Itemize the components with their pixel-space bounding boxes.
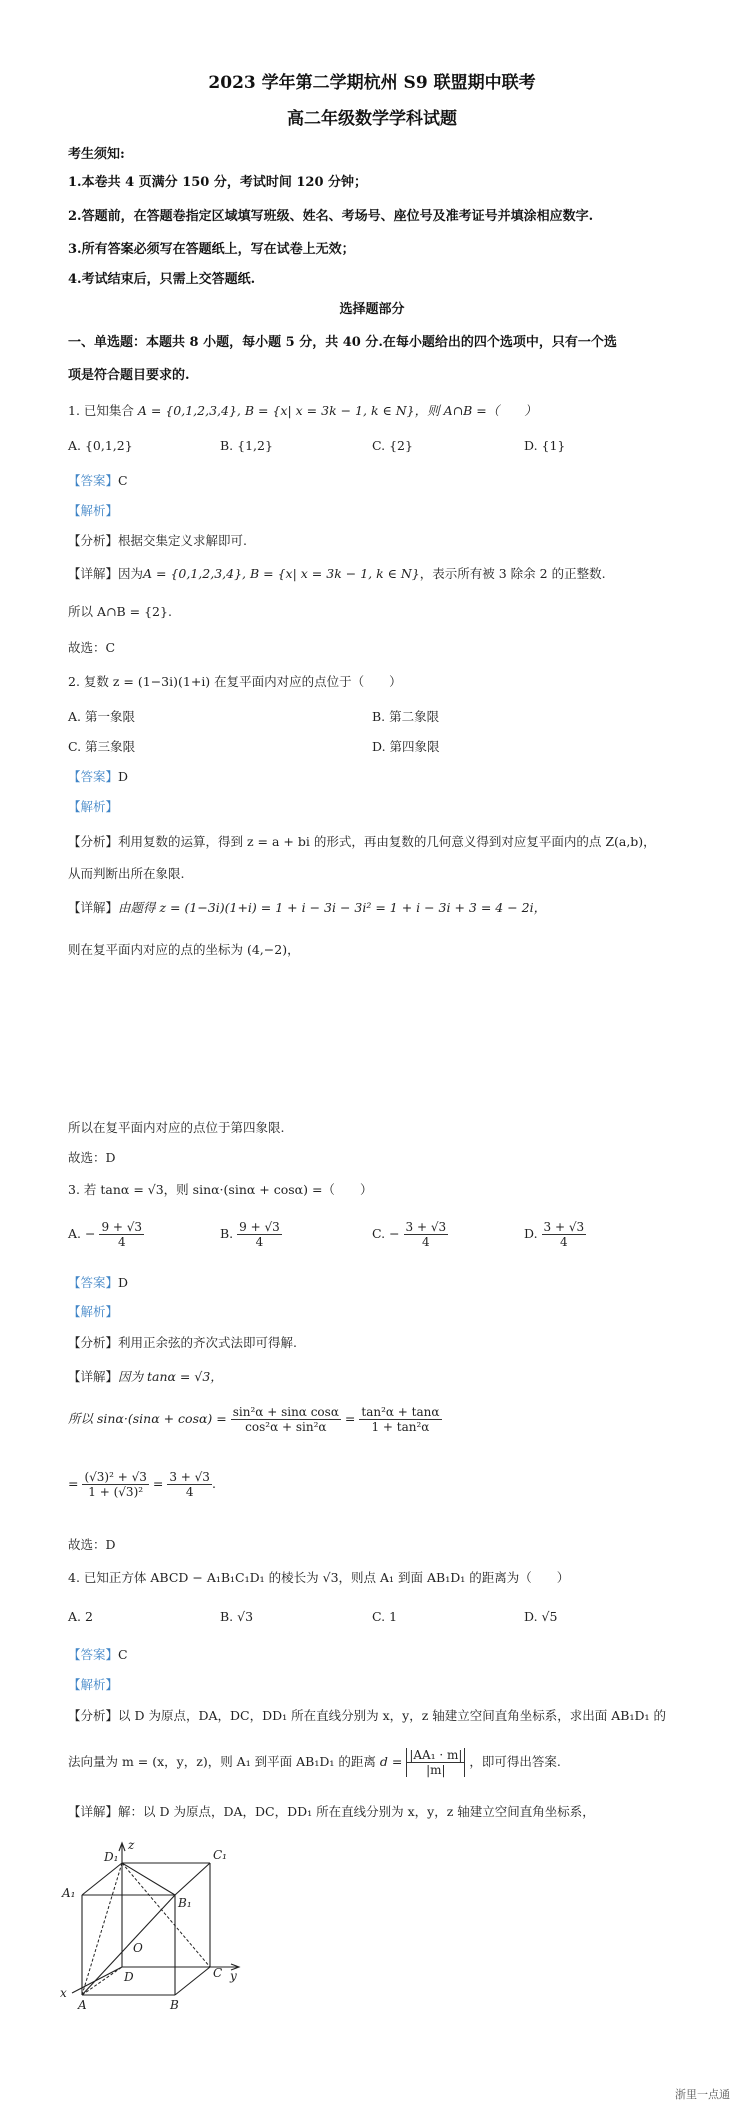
q3-option-c-letter: C. [372, 1226, 386, 1241]
q4-detail-text: 解：以 D 为原点，DA，DC，DD₁ 所在直线分别为 x，y，z 轴建立空间直角坐标系， [118, 1804, 595, 1819]
q4-option-d: D. √5 [524, 1609, 558, 1624]
q4-option-b: B. √3 [220, 1609, 254, 1624]
q2-fenxi-line2: 从而判断出所在象限. [68, 866, 185, 881]
figure-label: D₁ [104, 1850, 119, 1864]
q2-fenxi-line1 [68, 832, 656, 850]
q3-derivation-line2: = $\frac{\text{(√3)² + √3}}{\text{1 + (√3)²}}$ = $\frac{3 + √3}{4}$ . [68, 1470, 216, 1499]
frac-den: 4 [117, 1235, 126, 1249]
figure-label: A₁ [62, 1886, 76, 1900]
edge-b1c1 [175, 1863, 210, 1895]
frac-den: 4 [255, 1235, 264, 1249]
q3-option-a-letter: A. [68, 1226, 82, 1241]
q3-option-d-frac [542, 1220, 587, 1249]
q2-option-c: C. 第三象限 [68, 739, 136, 754]
q3-fenxi [68, 1333, 297, 1351]
figure-label: C₁ [213, 1848, 227, 1862]
q1-answer [68, 471, 128, 489]
figure-label: O [133, 1941, 143, 1955]
q1-detail [68, 564, 606, 582]
edge-ad [82, 1967, 122, 1995]
q1-detail-pre: 因为 [118, 566, 144, 581]
fenxi-label: 【分析】 [68, 1708, 119, 1723]
q4-detail [68, 1802, 595, 1820]
section-heading-line1: 一、单选题：本题共 8 小题，每小题 5 分，共 40 分.在每小题给出的四个选项中，只有一个选 [68, 335, 617, 350]
frac-num: 9 + √3 [101, 1220, 143, 1234]
fenxi-label: 【分析】 [68, 533, 119, 548]
section-heading-line2: 项是符合题目要求的. [68, 368, 190, 383]
figure-label: D [124, 1970, 134, 1984]
q4-answer-value: C [118, 1647, 128, 1662]
x-axis [72, 1967, 122, 1993]
notice-item: 4.考试结束后，只需上交答题纸. [68, 272, 256, 287]
figure-label: x [60, 1986, 67, 2000]
q3-frac1 [231, 1405, 341, 1434]
choose-label: 故选： [68, 1537, 106, 1552]
frac-num: (√3)² + √3 [84, 1470, 147, 1484]
q1-stem [68, 401, 537, 419]
frac-den: 4 [185, 1485, 194, 1499]
frac-den: 4 [560, 1235, 568, 1249]
q2-choose [68, 1148, 116, 1166]
q3-option-b-frac [237, 1220, 282, 1249]
q3-detail-text: 因为 tanα = √3， [118, 1369, 223, 1384]
q2-option-d: D. 第四象限 [372, 739, 440, 754]
figure-label: z [128, 1838, 135, 1852]
frac-num: 3 + √3 [405, 1220, 447, 1234]
q2-detail [68, 898, 546, 916]
footer-watermark: 浙里一点通 [675, 2088, 730, 2101]
q1-detail-math: A = {0,1,2,3,4}, B = {x| x = 3k − 1, k ∈ N} [143, 566, 420, 581]
q2-analysis-label: 【解析】 [68, 799, 119, 814]
q3-option-c [372, 1220, 448, 1249]
q1-fenxi [68, 531, 247, 549]
exam-subtitle: 高二年级数学学科试题 [287, 109, 457, 129]
q4-analysis-label: 【解析】 [68, 1677, 119, 1692]
q3-answer [68, 1273, 128, 1291]
figure-label: y [230, 1969, 237, 1983]
q3-option-a-sign: − [85, 1226, 96, 1241]
q2-fenxi-text: 利用复数的运算，得到 z = a + bi 的形式，再由复数的几何意义得到对应复平面内的点 Z(a,b)， [118, 834, 656, 849]
figure-label: C [213, 1966, 223, 1980]
q1-option-a: A. {0,1,2} [68, 438, 133, 453]
q4-fenxi-line2-pre: 法向量为 m = (x，y，z)，则 A₁ 到平面 AB₁D₁ 的距离 [68, 1754, 376, 1769]
q3-option-d-letter: D. [524, 1226, 538, 1241]
q1-option-d: D. {1} [524, 438, 566, 453]
q3-frac2 [359, 1405, 441, 1434]
q1-option-c: C. {2} [372, 438, 413, 453]
choose-label: 故选： [68, 1150, 106, 1165]
q3-frac3 [82, 1470, 148, 1499]
frac-num: tan²α + tanα [361, 1405, 440, 1419]
q4-answer [68, 1645, 128, 1663]
q3-analysis-label: 【解析】 [68, 1304, 119, 1319]
q2-detail-text: 由题得 z = (1−3i)(1+i) = 1 + i − 3i − 3i² = 1 + i − 3i + 3 = 4 − 2i， [118, 900, 547, 915]
exam-title: 2023 学年第二学期杭州 S9 联盟期中联考 [208, 73, 536, 93]
q2-option-b: B. 第二象限 [372, 709, 440, 724]
answer-label: 【答案】 [68, 473, 119, 488]
q3-option-c-frac [404, 1220, 449, 1249]
cube-figure [60, 1835, 260, 2010]
q1-option-b: B. {1,2} [220, 438, 273, 453]
edge-bc [175, 1967, 210, 1995]
q3-choose [68, 1535, 116, 1553]
q4-option-a: A. 2 [68, 1609, 93, 1624]
q4-stem: 4. 已知正方体 ABCD − A₁B₁C₁D₁ 的棱长为 √3，则点 A₁ 到面 AB₁D₁ 的距离为（ ） [68, 1570, 570, 1585]
q4-distance-frac [406, 1748, 465, 1777]
q4-option-c: C. 1 [372, 1609, 398, 1624]
q3-option-b [220, 1220, 282, 1249]
q4-fenxi-line2-post: ，即可得出答案. [469, 1754, 561, 1769]
fenxi-label: 【分析】 [68, 834, 119, 849]
q3-option-b-letter: B. [220, 1226, 234, 1241]
q3-frac4 [167, 1470, 212, 1499]
q1-choose [68, 638, 115, 656]
q2-stem: 2. 复数 z = (1−3i)(1+i) 在复平面内对应的点位于（ ） [68, 674, 402, 689]
q4-distance-d: d = [379, 1754, 403, 1769]
answer-label: 【答案】 [68, 1275, 119, 1290]
notice-heading: 考生须知: [68, 147, 125, 162]
q1-stem-math: A = {0,1,2,3,4}, B = {x| x = 3k − 1, k ∈ N} [137, 403, 415, 418]
q1-stem-pre: 1. 已知集合 [68, 403, 134, 418]
notice-item: 3.所有答案必须写在答题纸上，写在试卷上无效； [68, 242, 355, 257]
q4-fenxi-line1 [68, 1706, 666, 1724]
q2-answer [68, 767, 128, 785]
figure-label: B [170, 1998, 179, 2010]
frac-den: 1 + (√3)² [88, 1485, 144, 1499]
frac-num: 9 + √3 [239, 1220, 280, 1234]
q3-stem: 3. 若 tanα = √3，则 sinα·(sinα + cosα) =（ ） [68, 1182, 373, 1197]
q2-choose-value: D [105, 1150, 116, 1165]
frac-den: 4 [422, 1235, 430, 1249]
q1-fenxi-text: 根据交集定义求解即可. [118, 533, 247, 548]
q3-option-c-sign: − [389, 1226, 400, 1241]
detail-label: 【详解】 [68, 1369, 119, 1384]
diag-d1b1 [122, 1863, 175, 1895]
q1-stem-post: ，则 A∩B =（ ） [414, 403, 537, 418]
q1-so: 所以 A∩B = {2}. [68, 604, 172, 619]
choose-label: 故选： [68, 640, 106, 655]
q4-fenxi-line2 [68, 1748, 561, 1777]
q1-answer-value: C [118, 473, 128, 488]
frac-num: 3 + √3 [543, 1220, 585, 1234]
notice-item: 1.本卷共 4 页满分 150 分，考试时间 120 分钟； [68, 175, 368, 190]
edge-a1d1 [82, 1863, 122, 1895]
q3-so-pre: 所以 sinα·(sinα + cosα) = [68, 1411, 227, 1426]
fenxi-label: 【分析】 [68, 1335, 119, 1350]
answer-label: 【答案】 [68, 769, 119, 784]
q4-fenxi-text: 以 D 为原点，DA，DC，DD₁ 所在直线分别为 x，y，z 轴建立空间直角坐标系，求出面 AB₁D₁ 的 [118, 1708, 666, 1723]
figure-label: A [78, 1998, 87, 2010]
detail-label: 【详解】 [68, 1804, 119, 1819]
frac-num: |AA₁ · m| [409, 1748, 463, 1762]
frac-den: 1 + tan²α [371, 1420, 430, 1434]
frac-num: 3 + √3 [169, 1470, 210, 1484]
q3-detail [68, 1367, 223, 1385]
frac-den: cos²α + sin²α [245, 1420, 327, 1434]
q2-so: 所以在复平面内对应的点位于第四象限. [68, 1120, 285, 1135]
q2-coord: 则在复平面内对应的点的坐标为 (4,−2)， [68, 942, 300, 957]
q3-option-d [524, 1220, 586, 1249]
q2-answer-value: D [118, 769, 129, 784]
figure-label: B₁ [178, 1896, 192, 1910]
q3-option-a [68, 1220, 144, 1249]
part-title: 选择题部分 [339, 302, 405, 317]
q1-detail-post: ，表示所有被 3 除余 2 的正整数. [419, 566, 606, 581]
detail-label: 【详解】 [68, 900, 119, 915]
answer-label: 【答案】 [68, 1647, 119, 1662]
q3-answer-value: D [118, 1275, 129, 1290]
q1-analysis-label: 【解析】 [68, 503, 119, 518]
diag-d1a [82, 1863, 122, 1995]
q1-choose-value: C [105, 640, 116, 655]
q3-option-a-frac [99, 1220, 144, 1249]
q3-choose-value: D [105, 1537, 116, 1552]
q3-derivation-line1: 所以 sinα·(sinα + cosα) = $\frac{\text{sin²α + sinα cosα}}{\text{cos²α + sin²α}}$ = $\frac{\text{tan²α + tanα}}{\text{1 + tan²α}}$ [68, 1405, 440, 1434]
notice-item: 2.答题前，在答题卷指定区域填写班级、姓名、考场号、座位号及准考证号并填涂相应数字. [68, 209, 594, 224]
q3-fenxi-text: 利用正余弦的齐次式法即可得解. [118, 1335, 297, 1350]
detail-label: 【详解】 [68, 566, 119, 581]
q2-option-a: A. 第一象限 [68, 709, 135, 724]
frac-num: sin²α + sinα cosα [232, 1405, 339, 1419]
frac-den: |m| [426, 1763, 446, 1777]
